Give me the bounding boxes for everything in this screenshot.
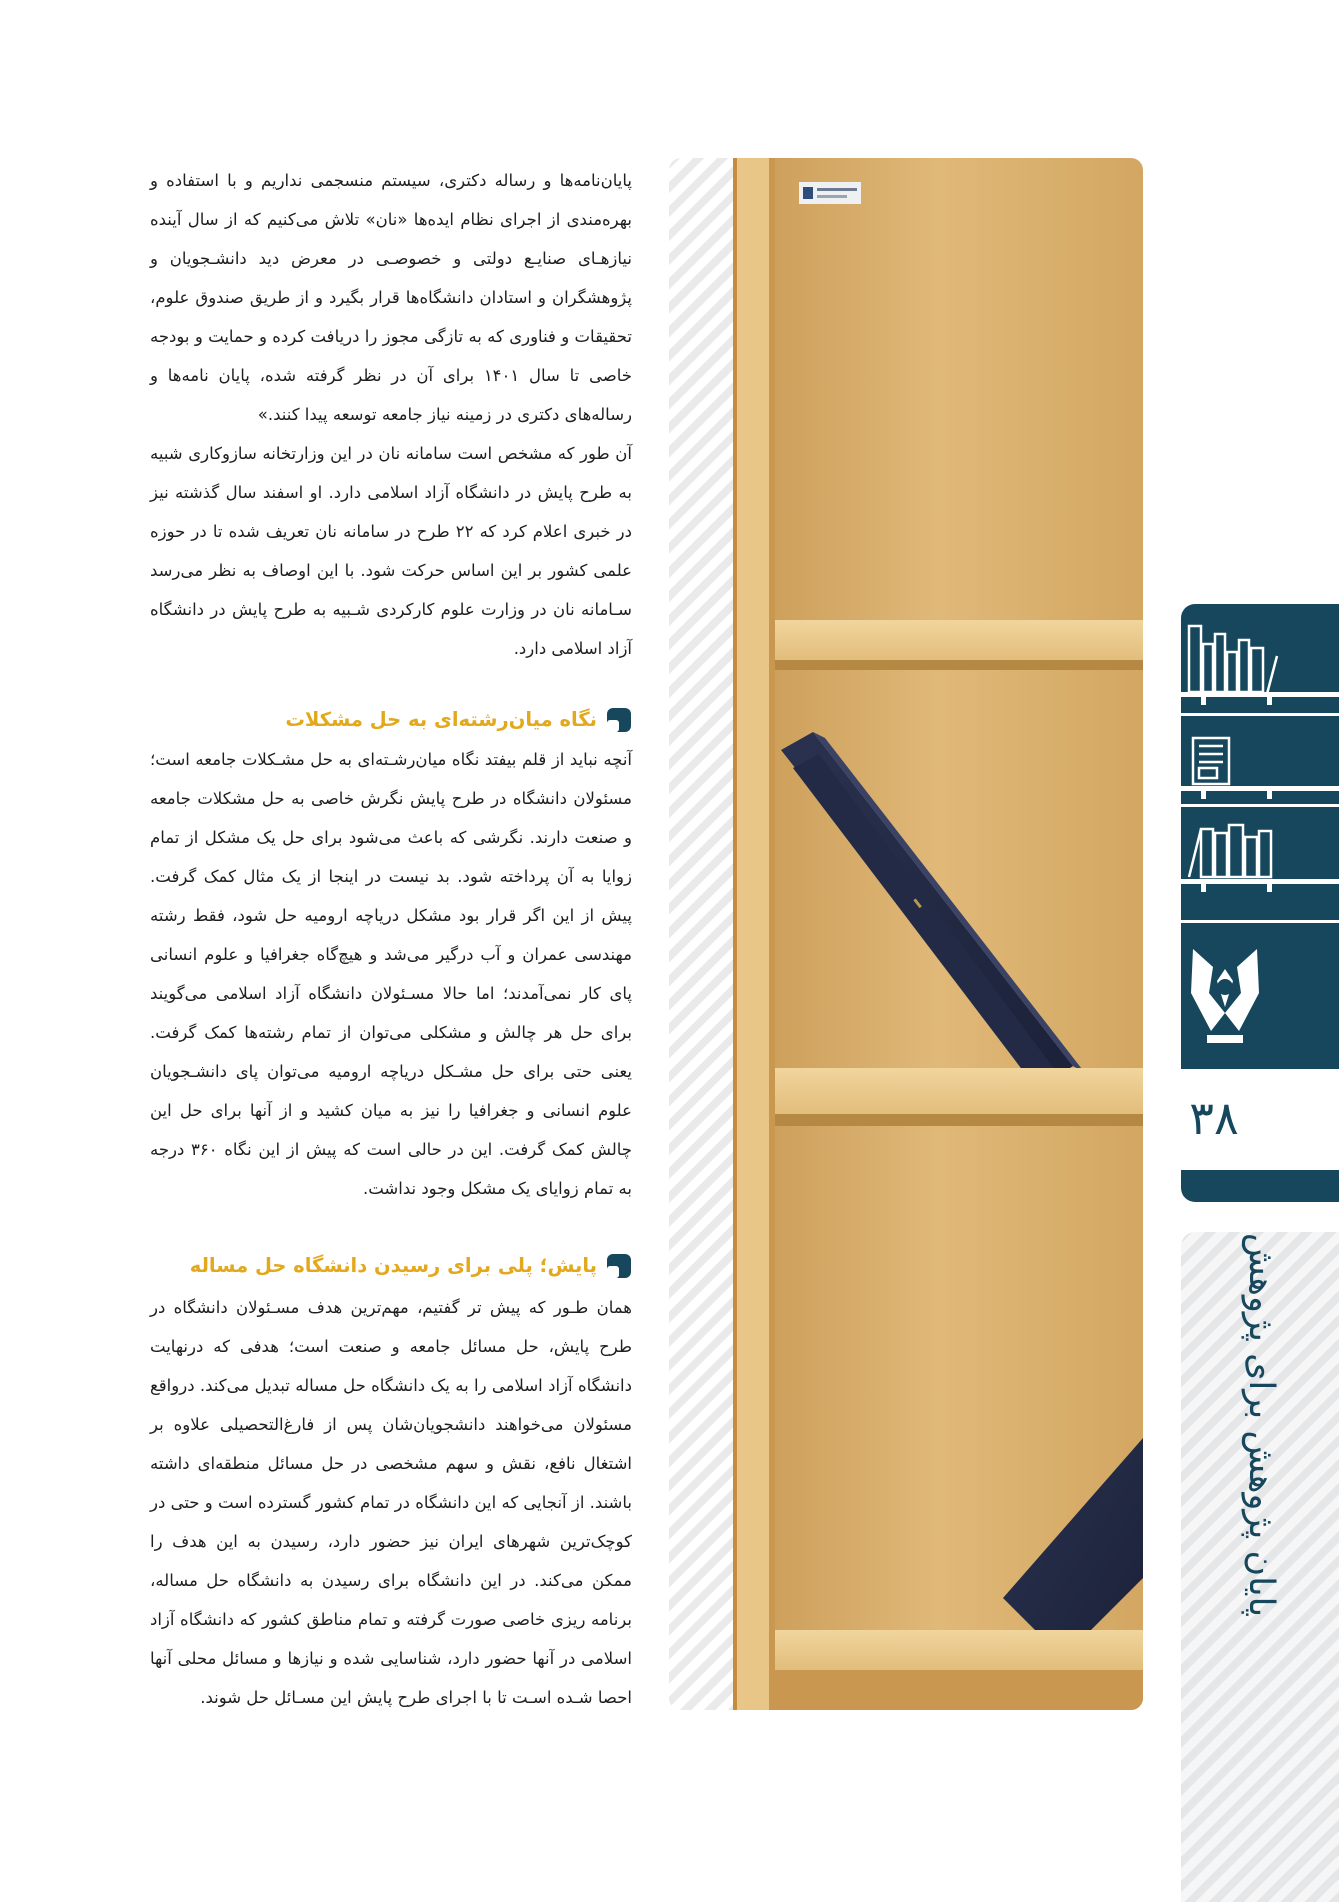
bookshelf-photo [733, 158, 1143, 1710]
section-body [150, 1288, 632, 1717]
tab-university-logo [1181, 923, 1339, 1069]
page-number: ۳۸ [1189, 1091, 1239, 1145]
body-paragraph: آنچه نباید از قلم بیفتد نگاه میان‌رشـته‌ای به حل مشـکلات جامعه است؛ مسئولان دانشگاه در طرح پایش نگرش خاصی به حل مشکلات جامعه و صنعت دارند. نگرشی که باعث می‌شود برای حل یک مشکل از تمام زوایا به آن پرداخته شود. بد نیست در اینجا از یک مثال کمک گرفت. پیش از این اگر قرار بود مشکل دریاچه ارومیه حل شود، فقط رشته مهندسی عمران و آب درگیر می‌شد و هیچ‌گاه جغرافیا و علوم انسانی پای کار نمی‌آمدند؛ اما حالا مسـئولان دانشگاه آزاد اسلامی می‌گویند برای حل هر چالش و مشکلی می‌توان از تمام رشته‌ها کمک گرفت. یعنی حتی برای حل مشـکل دریاچه ارومیه می‌توان پای دانشـجویان علوم انسانی و جغرافیا را نیز به میان کشید و از آنها برای حل این چالش کمک گرفت. این در حالی است که پیش از این نگاه ۳۶۰ درجه به تمام زوایای یک مشکل وجود نداشت. [150, 750, 632, 1198]
university-logo-icon [1181, 923, 1339, 1069]
heading-bullet-icon [606, 707, 632, 733]
bookshelf-illustration [733, 158, 1143, 1710]
tab-books [1181, 604, 1339, 713]
section-heading-text: پایش؛ پلی برای رسیدن دانشگاه حل مساله [189, 1254, 597, 1277]
section-body [150, 740, 632, 1208]
tab-bottom [1181, 1170, 1339, 1202]
section-heading [190, 1251, 632, 1281]
section-title: پایان پژوهش برای پژوهش [1241, 1232, 1281, 1618]
document-shelf-icon [1181, 716, 1339, 804]
tab-binders [1181, 807, 1339, 920]
decorative-stripe [669, 158, 733, 1710]
section-heading [285, 705, 632, 735]
tab-document [1181, 716, 1339, 804]
books-shelf-icon [1181, 604, 1339, 713]
binders-shelf-icon [1181, 807, 1339, 920]
article-intro [150, 161, 632, 668]
heading-bullet-icon [606, 1253, 632, 1279]
body-paragraph: پایان‌نامه‌ها و رساله دکتری، سیستم منسجمی نداریم و با استفاده و بهره‌مندی از اجرای نظام ایده‌ها «نان» تلاش می‌کنیم که از سال آینده نیازهـای صنایـع دولتی و خصوصـی در معرض دید دانشـجویان و پژوهشگران و استادان دانشگاه‌ها قرار بگیرد و از طریق صندوق علوم، تحقیقات و فناوری که به تازگی مجوز را دریافت کرده و حمایت و بودجه خاصی تا سال ۱۴۰۱ برای آن در نظر گرفته شده، پایان نامه‌ها و رساله‌های دکتری در زمینه نیاز جامعه توسعه پیدا کنند.» [150, 171, 633, 424]
body-paragraph: آن طور که مشخص است سامانه نان در این وزارتخانه سازوکاری شبیه به طرح پایش در دانشگاه آزاد اسلامی دارد. او اسفند سال گذشته نیز در خبری اعلام کرد که ۲۲ طرح در سامانه نان تعریف شده تا در حوزه علمی کشور بر این اساس حرکت شود. با این اوصاف به نظر می‌رسد سـامانه نان در وزارت علوم کارکردی شـبیه به طرح پایش در دانشگاه آزاد اسلامی دارد. [150, 444, 633, 658]
body-paragraph: همان طـور که پیش تر گفتیم، مهم‌ترین هدف مسـئولان دانشگاه در طرح پایش، حل مسائل جامعه و صنعت است؛ هدفی که درنهایت دانشگاه آزاد اسلامی را به یک دانشگاه حل مساله تبدیل می‌کند. درواقع مسئولان می‌خواهند دانشجویان‌شان پس از فارغ‌التحصیلی علاوه بر اشتغال نافع، نقش و سهم مشخصی در حل مسائل منطقه‌ای داشته باشند. از آنجایی که این دانشگاه در تمام کشور گسترده است و حتی در کوچک‌ترین شهرهای ایران نیز حضور دارد، رسیدن به این هدف را ممکن می‌کند. در این دانشگاه برای رسیدن به دانشگاه حل مساله، برنامه ریزی خاصی صورت گرفته و تمام مناطق کشور که دانشگاه آزاد اسلامی در آنها حضور دارد، شناسایی شده و نیازها و مسائل محلی آنها احصا شـده اسـت تا با اجرای طرح پایش این مسـائل حل شوند. [150, 1298, 632, 1707]
side-title-wrapper [1236, 1232, 1286, 1618]
section-heading-text: نگاه میان‌رشته‌ای به حل مشکلات [285, 708, 597, 731]
